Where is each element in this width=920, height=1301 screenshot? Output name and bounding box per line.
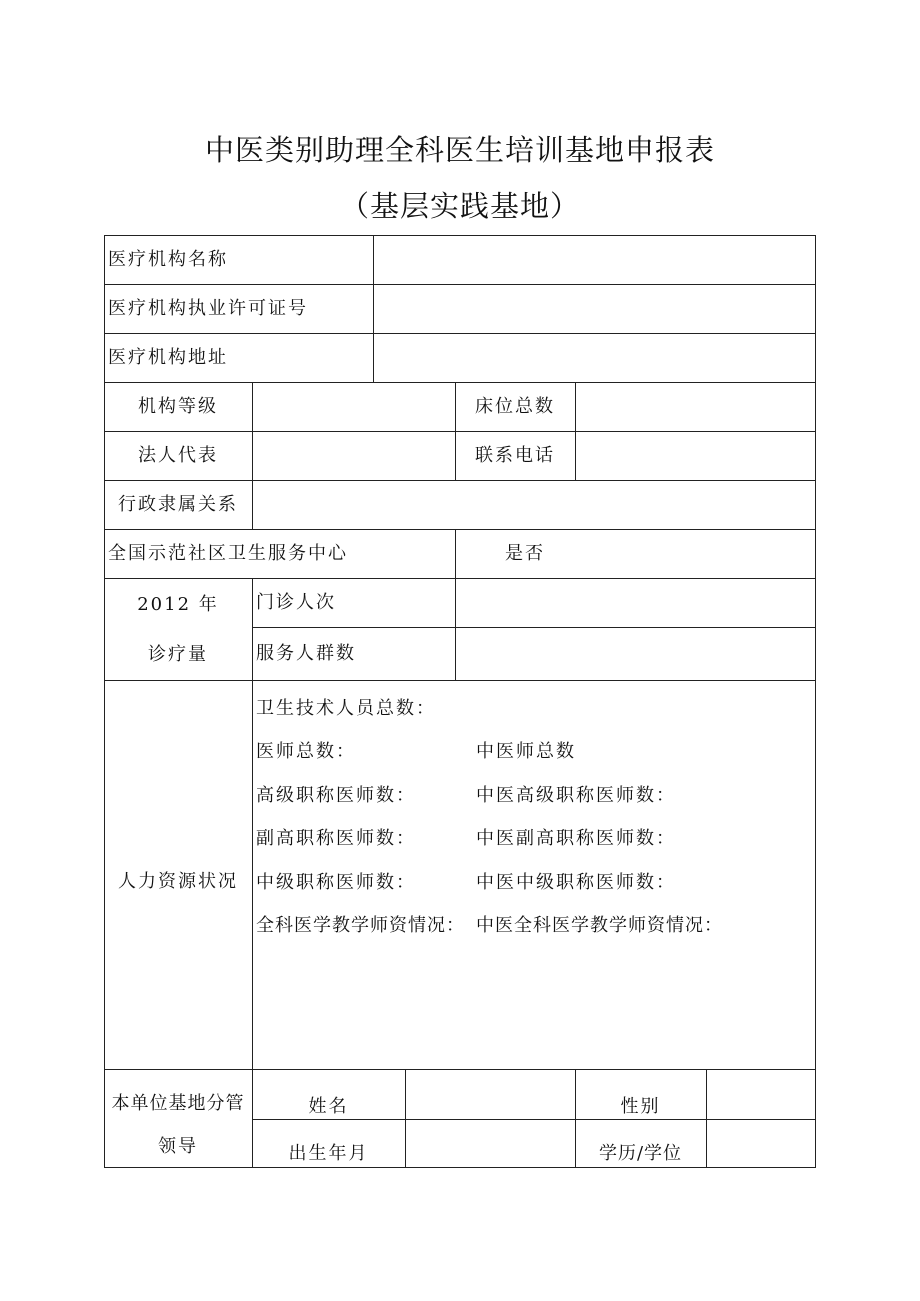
- hr-doctors-total: 医师总数：: [256, 741, 356, 762]
- row-divider-8: [104, 680, 816, 681]
- row-divider-leader-inner: [252, 1119, 816, 1120]
- col-divider-volume-right: [455, 578, 456, 680]
- hr-total: 卫生技术人员总数：: [256, 698, 436, 719]
- label-leader-2: 领导: [158, 1136, 198, 1157]
- hr-tcm-gp-teachers: 中医全科医学教学师资情况：: [476, 915, 723, 936]
- label-volume: 诊疗量: [148, 644, 208, 665]
- label-gender: 性别: [620, 1096, 661, 1117]
- row-divider-2: [104, 333, 816, 334]
- table-border-left: [104, 235, 105, 1168]
- label-year: 2012 年: [137, 594, 219, 615]
- label-hr: 人力资源状况: [118, 871, 238, 892]
- hr-tcm-doctors-total: 中医师总数: [476, 741, 576, 762]
- row-divider-3: [104, 382, 816, 383]
- col-divider-a: [252, 382, 253, 530]
- label-name: 姓名: [308, 1096, 349, 1117]
- hr-assoc-senior-title: 副高职称医师数：: [256, 828, 416, 849]
- row-divider-volume-inner: [252, 627, 816, 628]
- label-license-no: 医疗机构执业许可证号: [108, 298, 308, 319]
- label-demo-center: 全国示范社区卫生服务中心: [108, 543, 348, 564]
- row-divider-9: [104, 1069, 816, 1070]
- col-divider-volume-left: [252, 578, 253, 680]
- label-beds: 床位总数: [475, 396, 555, 417]
- row-divider-4: [104, 431, 816, 432]
- hr-gp-teachers: 全科医学教学师资情况：: [256, 915, 465, 936]
- label-birth: 出生年月: [288, 1143, 369, 1164]
- hr-mid-title: 中级职称医师数：: [256, 872, 416, 893]
- col-divider-label-top: [373, 235, 374, 383]
- label-leader-1: 本单位基地分管: [111, 1093, 245, 1114]
- table-border-right: [815, 235, 816, 1168]
- label-outpatient: 门诊人次: [256, 592, 336, 613]
- form-title: 中医类别助理全科医生培训基地申报表: [204, 133, 715, 167]
- hr-senior-title: 高级职称医师数：: [256, 785, 416, 806]
- row-divider-5: [104, 480, 816, 481]
- table-border-top: [104, 235, 816, 236]
- label-phone: 联系电话: [475, 445, 555, 466]
- label-admin-affiliation: 行政隶属关系: [118, 494, 238, 515]
- hr-tcm-mid-title: 中医中级职称医师数：: [476, 872, 676, 893]
- label-service-population: 服务人群数: [256, 643, 356, 664]
- hr-tcm-senior-title: 中医高级职称医师数：: [476, 785, 676, 806]
- hr-tcm-assoc-senior-title: 中医副高职称医师数：: [476, 828, 676, 849]
- col-divider-leader-2: [405, 1069, 406, 1168]
- label-degree: 学历/学位: [598, 1143, 683, 1164]
- col-divider-hr: [252, 680, 253, 1069]
- col-divider-leader-4: [706, 1069, 707, 1168]
- table-border-bottom: [104, 1167, 816, 1168]
- col-divider-c: [575, 382, 576, 480]
- label-yes-no: 是否: [505, 543, 545, 564]
- form-subtitle: （基层实践基地）: [339, 189, 580, 223]
- row-divider-7: [104, 578, 816, 579]
- label-institution-name: 医疗机构名称: [108, 249, 228, 270]
- label-grade: 机构等级: [138, 396, 218, 417]
- label-address: 医疗机构地址: [108, 347, 228, 368]
- row-divider-1: [104, 284, 816, 285]
- label-legal-rep: 法人代表: [138, 445, 218, 466]
- row-divider-6: [104, 529, 816, 530]
